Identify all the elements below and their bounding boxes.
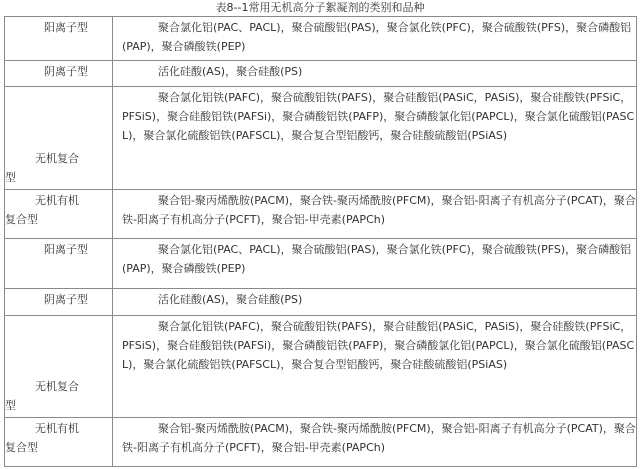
varieties-cell: 聚合氯化铝铁(PAFC)，聚合硫酸铝铁(PAFS)，聚合硅酸铝(PASiC，PASiS)，聚合硅酸铁(PFSiC，PFSiS)，聚合硅酸铝铁(PAFSi)，聚合磷酸铝铁(PAFP)，聚合磷酸氯化铝(PAPCL)，聚合氯化硫酸铝(PASCL)，聚合氯化硫酸铝铁(PAFSCL)，聚合复合型铝酸钙，聚合硅酸硫酸铝(PSiAS) (113, 316, 637, 418)
table-row (5, 87, 637, 190)
varieties-cell: 活化硅酸(AS)，聚合硅酸(PS) (113, 60, 637, 87)
table-caption: 表8--1常用无机高分子絮凝剂的类别和品种 (215, 1, 425, 14)
varieties-cell: 聚合铝-聚丙烯酰胺(PACM)，聚合铁-聚丙烯酰胺(PFCM)，聚合铝-阳离子有机高分子(PCAT)，聚合铁-阳离子有机高分子(PCFT)，聚合铝-甲壳素(PAPCh) (113, 189, 637, 238)
table-row (5, 238, 637, 288)
type-cell (5, 418, 113, 467)
table-row (5, 418, 637, 467)
table-row (5, 17, 637, 61)
type-cell (5, 87, 113, 190)
varieties-cell: 聚合氯化铝铁(PAFC)，聚合硫酸铝铁(PAFS)，聚合硅酸铝(PASiC，PASiS)，聚合硅酸铁(PFSiC，PFSiS)，聚合硅酸铝铁(PAFSi)，聚合磷酸铝铁(PAFP)，聚合磷酸氯化铝(PAPCL)，聚合氯化硫酸铝(PASCL)，聚合氯化硫酸铝铁(PAFSCL)，聚合复合型铝酸钙，聚合硅酸硫酸铝(PSiAS) (113, 87, 637, 190)
type-cell: 阴离子型 (5, 288, 113, 316)
table-row (5, 189, 637, 238)
type-line-2: 型 (5, 399, 16, 413)
type-line-2: 型 (5, 170, 16, 184)
type-cell: 阴离子型 (5, 60, 113, 87)
type-line-1: 无机复合 (35, 380, 79, 394)
type-line-1: 无机有机 (35, 193, 79, 207)
type-cell (5, 316, 113, 418)
type-cell: 阳离子型 (5, 17, 113, 61)
table-row (5, 60, 637, 87)
flocculant-table (4, 16, 637, 467)
type-line-2: 复合型 (5, 212, 38, 226)
type-line-1: 无机有机 (35, 422, 79, 436)
table-row (5, 316, 637, 418)
type-cell (5, 189, 113, 238)
type-line-2: 复合型 (5, 441, 38, 455)
type-line-1: 无机复合 (35, 151, 79, 165)
table-row (5, 288, 637, 316)
varieties-cell: 活化硅酸(AS)，聚合硅酸(PS) (113, 288, 637, 316)
varieties-cell: 聚合氯化铝(PAC、PACL)，聚合硫酸铝(PAS)，聚合氯化铁(PFC)，聚合硫酸铁(PFS)，聚合磷酸铝(PAP)，聚合磷酸铁(PEP) (113, 17, 637, 61)
varieties-cell: 聚合氯化铝(PAC、PACL)，聚合硫酸铝(PAS)，聚合氯化铁(PFC)，聚合硫酸铁(PFS)，聚合磷酸铝(PAP)，聚合磷酸铁(PEP) (113, 238, 637, 288)
type-cell: 阳离子型 (5, 238, 113, 288)
varieties-cell: 聚合铝-聚丙烯酰胺(PACM)，聚合铁-聚丙烯酰胺(PFCM)，聚合铝-阳离子有机高分子(PCAT)，聚合铁-阳离子有机高分子(PCFT)，聚合铝-甲壳素(PAPCh) (113, 418, 637, 467)
